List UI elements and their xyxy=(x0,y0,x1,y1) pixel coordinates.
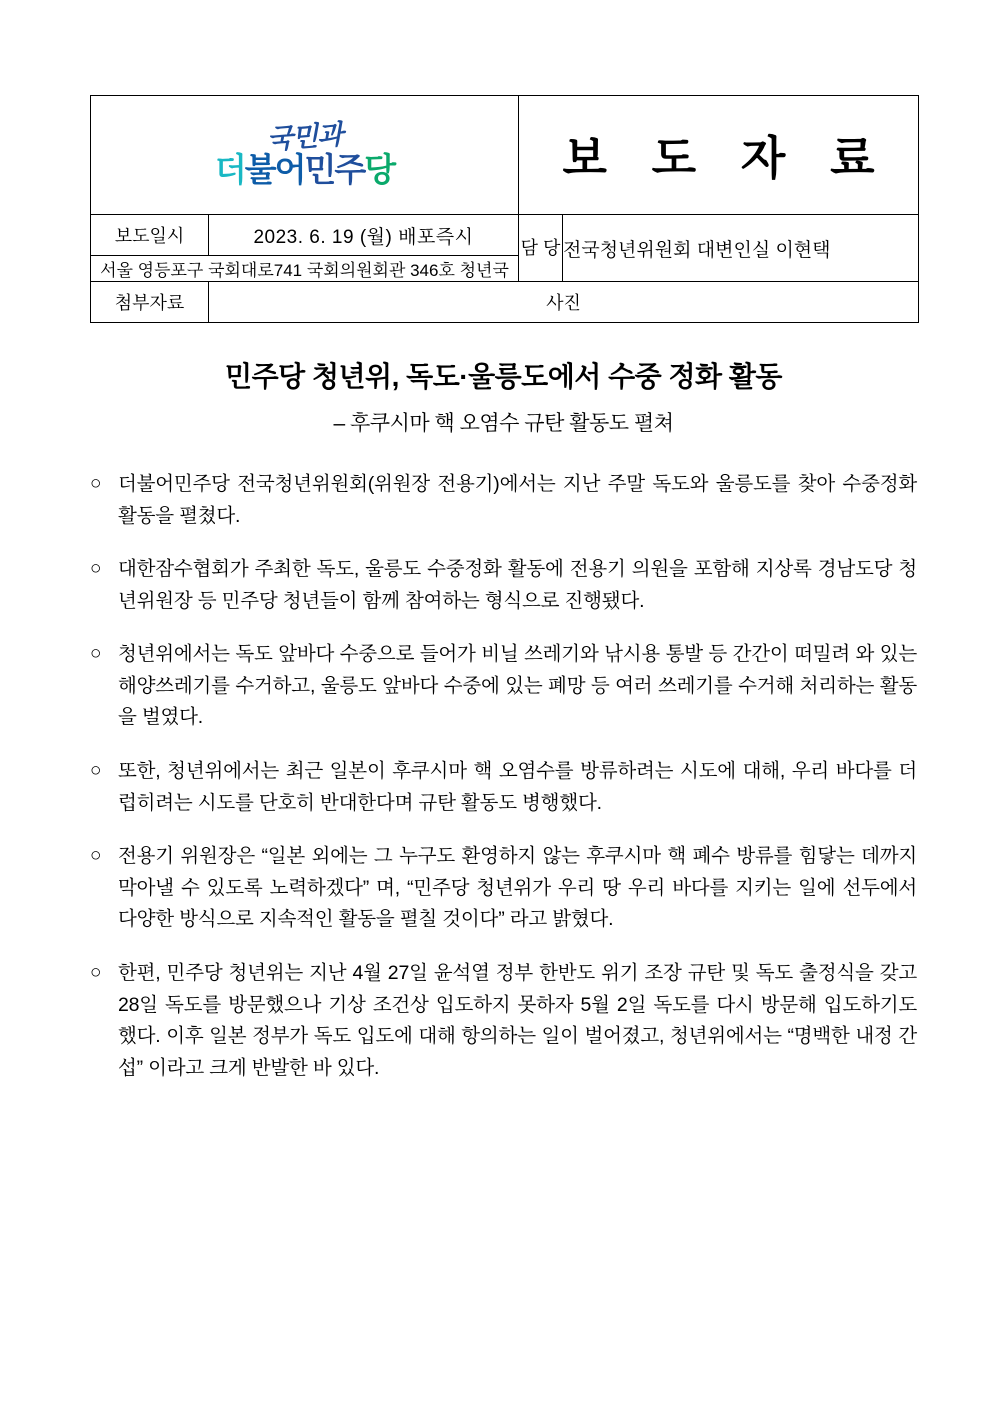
address-value: 서울 영등포구 국회대로741 국회의원회관 346호 청년국 xyxy=(91,256,519,282)
date-value: 2023. 6. 19 (월) 배포즉시 xyxy=(209,215,519,256)
document-title-cell xyxy=(519,96,919,215)
article-body xyxy=(90,469,917,1084)
article-subheadline: – 후쿠시마 핵 오염수 규탄 활동도 펼쳐 xyxy=(333,412,674,435)
header-table xyxy=(90,95,919,323)
paragraph xyxy=(90,841,917,936)
bullet-icon: ○ xyxy=(90,558,102,580)
header-date-row xyxy=(91,215,919,256)
header-logo-row xyxy=(91,96,919,215)
paragraph xyxy=(90,958,917,1084)
bullet-icon: ○ xyxy=(90,961,102,983)
paragraph xyxy=(90,639,917,734)
paragraph-text: 한편, 민주당 청년위는 지난 4월 27일 윤석열 정부 한반도 위기 조장 규탄 및 독도 출정식을 갖고 28일 독도를 방문했으나 기상 조건상 입도하지 못하자 5월 2일 독도를 다시 방문해 입도하기도 했다. 이후 일본 정부가 독도 입도에 대해 항의하는 일이 벌어졌고, 청년위에서는 “명백한 내정 간섭” 이라고 크게 반발한 바 있다. xyxy=(118,961,917,1079)
paragraph-text: 또한, 청년위에서는 최근 일본이 후쿠시마 핵 오염수를 방류하려는 시도에 대해, 우리 바다를 더럽히려는 시도를 단호히 반대한다며 규탄 활동도 병행했다. xyxy=(118,760,917,814)
attachment-label: 첨부자료 xyxy=(91,282,209,323)
contact-label: 담 당 xyxy=(519,215,563,282)
paragraph-text: 대한잠수협회가 주최한 독도, 울릉도 수중정화 활동에 전용기 의원을 포함해 지상록 경남도당 청년위원장 등 민주당 청년들이 함께 참여하는 형식으로 진행됐다. xyxy=(118,558,917,612)
bullet-icon: ○ xyxy=(90,473,102,494)
paragraph-text: 더불어민주당 전국청년위원회(위원장 전용기)에서는 지난 주말 독도와 울릉도를 찾아 수중정화 활동을 펼쳤다. xyxy=(118,473,917,527)
paragraph xyxy=(90,756,917,819)
header-attachment-row xyxy=(91,282,919,323)
bullet-icon: ○ xyxy=(90,760,102,782)
contact-value: 전국청년위원회 대변인실 이현택 xyxy=(563,215,919,282)
logo-party-name: 더불어민주당 xyxy=(214,151,395,188)
bullet-icon: ○ xyxy=(90,845,102,867)
paragraph-text: 전용기 위원장은 “일본 외에는 그 누구도 환영하지 않는 후쿠시마 핵 폐수 방류를 힘닿는 데까지 막아낼 수 있도록 노력하겠다” 며, “민주당 청년위가 우리 땅 우리 바다를 지키는 일에 선두에서 다양한 방식으로 지속적인 활동을 펼칠 것이다” 라고 밝혔다. xyxy=(118,845,917,931)
paragraph xyxy=(90,554,917,617)
article-headline: 민주당 청년위, 독도·울릉도에서 수중 정화 활동 xyxy=(225,361,782,392)
paragraph xyxy=(90,469,917,532)
attachment-value: 사진 xyxy=(209,282,919,323)
document-title: 보 도 자 료 xyxy=(562,132,891,184)
logo-script-text: 국민과 xyxy=(265,119,344,155)
bullet-icon: ○ xyxy=(90,643,102,665)
date-label: 보도일시 xyxy=(91,215,209,256)
party-logo xyxy=(91,96,519,215)
paragraph-text: 청년위에서는 독도 앞바다 수중으로 들어가 비닐 쓰레기와 낚시용 통발 등 간간이 떠밀려 와 있는 해양쓰레기를 수거하고, 울릉도 앞바다 수중에 있는 폐망 등 여러 쓰레기를 수거해 처리하는 활동을 벌였다. xyxy=(118,643,917,729)
